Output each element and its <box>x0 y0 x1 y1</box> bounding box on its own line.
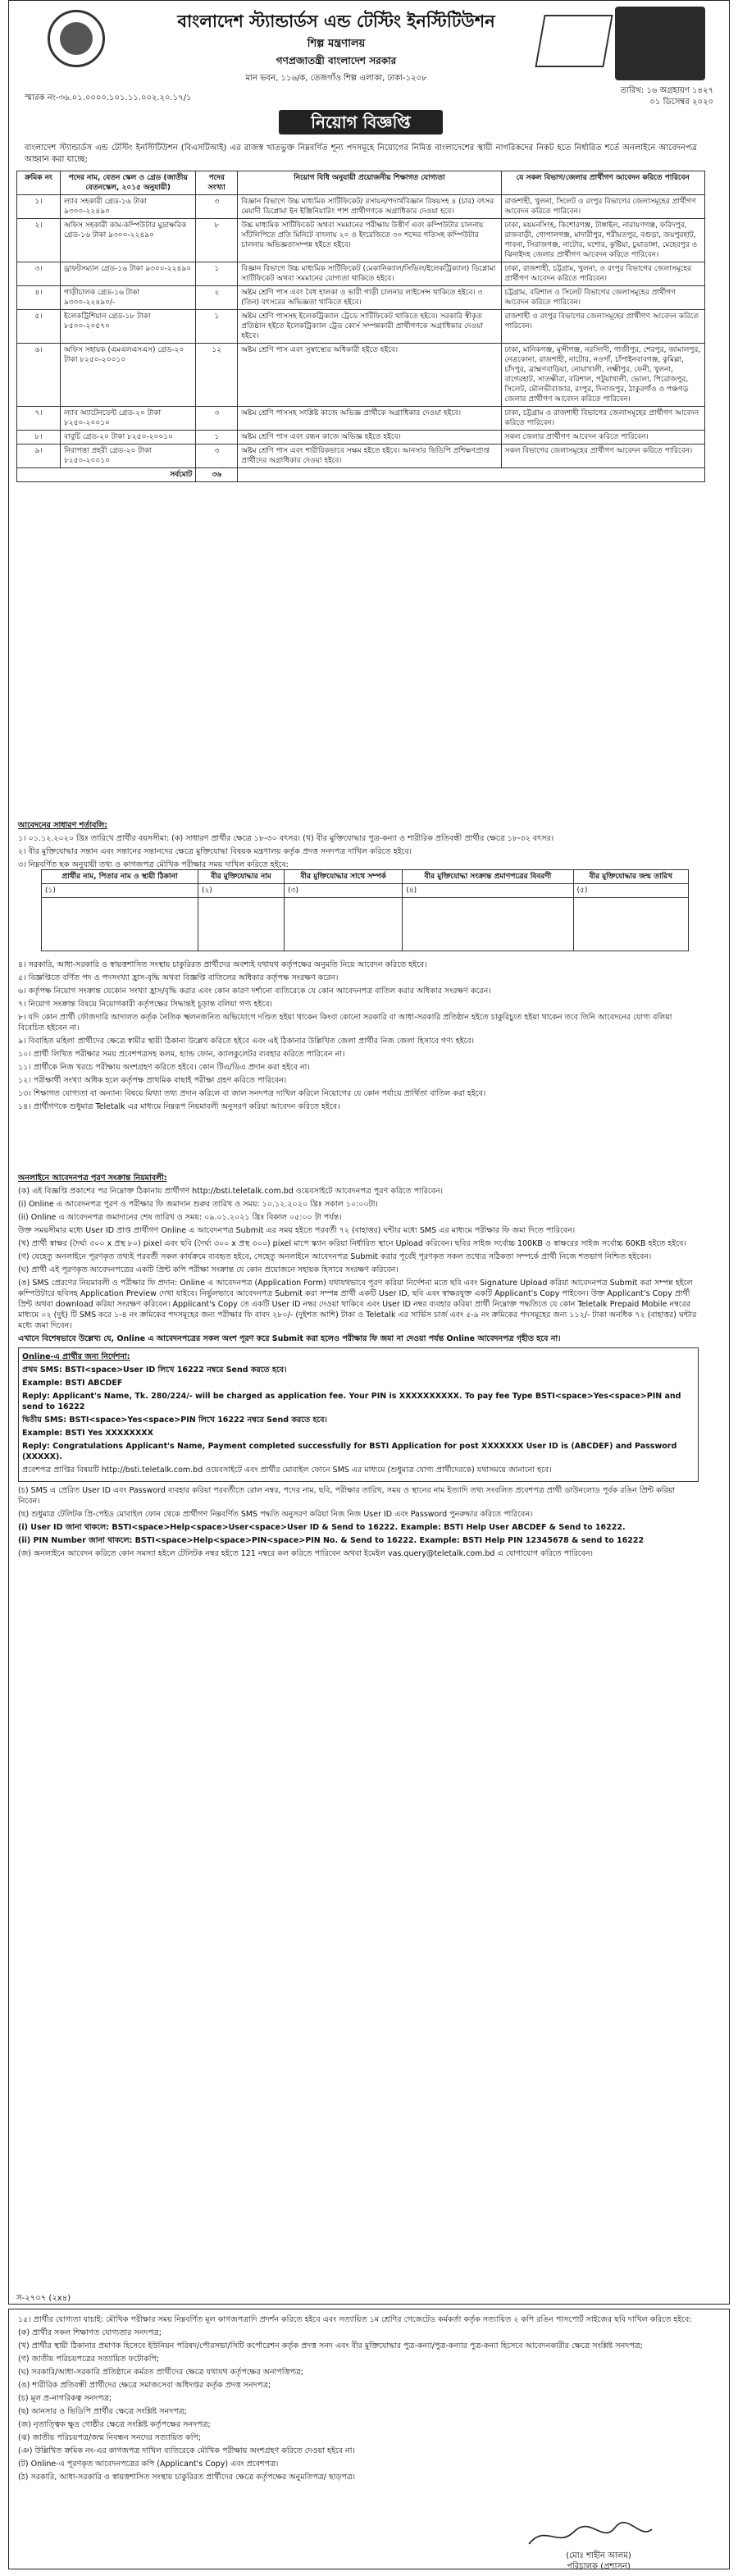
verify-item: (খ) প্রার্থীর স্থায়ী ঠিকানার প্রমাণক হিসেবে ইউনিয়ন পরিষদ/পৌরসভা/সিটি কর্পোরেশন কর্তৃক প্রদত্ত সনদ এবং বীর মুক্তিযোদ্ধার পুত্র-কন্যা/পুত্র-কন্যার পুত্র-কন্যা হিসেবে আবেদনকারীর ক্ষেত্রে সংশ্লিষ্ট সনদপত্র; <box>18 2341 643 2350</box>
verification-section <box>18 2314 699 2485</box>
online-para: (গ) যেহেতু অনলাইনে পূরণকৃত তথ্যই পরবর্তী সকল কার্যক্রমে ব্যবহৃত হইবে, সেহেতু অনলাইনে আবেদনপত্র Submit করার পূর্বেই পূরণকৃত সকল তথ্যের সঠিকতা সম্পর্কে প্রার্থী নিজে শতভাগ নিশ্চিত হইবেন। <box>18 1252 652 1261</box>
post-count: ৮ <box>196 219 238 262</box>
date-bangla: ১৬ অগ্রহায়ণ ১৪২৭ <box>646 86 713 95</box>
freedom-fighter-table <box>41 869 689 951</box>
sms-reply: Reply: Applicant's Name, Tk. 280/224/- will be charged as application fee. Your PIN is XXXXXXXXXX. To pay fee Type BSTI<space>Yes<space>PIN and send to 16222 <box>22 1392 681 1411</box>
online-para: (ii) Online এ আবেদনপত্র জমাদানের শেষ তারিখ ও সময়: ০৯.০১.২০২১ খ্রিঃ বিকাল ০৫:০০ টা পর্যন্ত। <box>18 1213 342 1222</box>
ff-num: (৪) <box>403 884 573 898</box>
footer-code: স-২৭০৭ (২x৪) <box>16 2294 71 2303</box>
condition-item: ৭। নিয়োগ সংক্রান্ত বিষয়ে নিয়োগকারী কর্তৃপক্ষের সিদ্ধান্তই চূড়ান্ত বলিয়া গণ্য হইবে। <box>18 1000 272 1009</box>
online-para: (i) User ID জানা থাকলে: BSTI<space>Help<space>User<space>User ID & Send to 16222. Example: BSTI Help User ABCDEF & Send to 16222. <box>18 1523 626 1532</box>
sms-step: দ্বিতীয় SMS: BSTI<space>Yes<space>PIN লিখে 16222 নম্বরে Send করতে হবে। <box>22 1416 327 1425</box>
post-row <box>17 344 705 407</box>
post-qualification: উচ্চ মাধ্যমিক সার্টিফিকেট অথবা সমমানের পরীক্ষায় উত্তীর্ণ এবং কম্পিউটার চালনায় সাঁটলিপিতে প্রতি মিনিটে বাংলায় ২০ ও ইংরেজিতে ৩০ শব্দের গতিসহ কম্পিউটার চালনায় অভিজ্ঞতাসম্পন্ন হইতে হইবে। <box>238 219 501 262</box>
post-qualification: বিজ্ঞান বিভাগে উচ্চ মাধ্যমিক সার্টিফিকেট (মেকানিক্যাল/সিভিল/ইলেকট্রিক্যাল) ডিপ্লোমা সার্টিফিকেট অথবা সমমানের যোগ্যতা থাকিতে হইবে। <box>238 262 501 286</box>
post-serial: ৮। <box>17 431 61 445</box>
condition-item: ৯। বিবাহিত মহিলা প্রার্থীদের ক্ষেত্রে স্বামীর স্থায়ী ঠিকানা উল্লেখ করিতে হইবে এবং এই ঠিকানার উল্লিখিত জেলা প্রার্থীর নিজ জেলা হিসাবে গণ্য হইবে। <box>18 1037 475 1046</box>
portrait-photo <box>615 7 705 80</box>
post-serial: ৬। <box>17 344 61 407</box>
verify-item: (ট) Online-এ পূরণকৃত আবেদনপত্রের কপি (Applicant's Copy) এবং প্রবেশপত্র। <box>18 2460 279 2469</box>
post-row <box>17 219 705 262</box>
sms-instructions-box <box>18 1347 699 1482</box>
org-name: বাংলাদেশ স্ট্যান্ডার্ডস এন্ড টেস্টিং ইনস্টিটিউশন <box>177 11 495 31</box>
post-area: সকল জেলার প্রার্থীগণ আবেদন করিতে পারিবেন। <box>501 431 705 445</box>
ff-col: বীর মুক্তিযোদ্ধার নাম <box>198 870 284 884</box>
post-area: ঢাকা, মানিকগঞ্জ, মুন্সীগঞ্জ, নরসিংদী, গাজীপুর, শেরপুর, জামালপুর, নেত্রকোনা, রাজশাহী, নাটোর, নওগাঁ, চাঁপাইনবাবগঞ্জ, কুমিল্লা, চাঁদপুর, ব্রাহ্মণবাড়িয়া, নোয়াখালী, লক্ষ্মীপুর, ফেনী, খুলনা, বাগেরহাট, সাতক্ষীরা, বরিশাল, পটুয়াখালী, ভোলা, পিরোজপুর, সিলেট, মৌলভীবাজার, রংপুর, দিনাজপুর, ঠাকুরগাঁও ও পঞ্চগড় জেলার প্রার্থীগণ আবেদন করিতে পারিবেন। <box>501 344 705 407</box>
condition-item: ১৪। প্রার্থীগণকে শুধুমাত্র Teletalk এর মাধ্যমে নিম্নরূপ নিয়মাবলী অনুসরণ করিয়া আবেদন করিতে হইবে। <box>18 1102 340 1111</box>
posts-table-header <box>17 171 705 195</box>
ff-table-numbers <box>42 884 689 898</box>
ff-num: (১) <box>42 884 198 898</box>
post-name: অফিস সহকারী কাম-কম্পিউটার মুদ্রাক্ষরিক গ্রেড-১৬ টাকা ৯৩০০-২২৪৯০ <box>61 219 196 262</box>
post-name: ড্রাফটসম্যান গ্রেড-১৬ টাকা ৯৩০০-২২৪৯০ <box>61 262 196 286</box>
post-area: চট্টগ্রাম, বরিশাল ও সিলেট বিভাগের জেলাসমূহের প্রার্থীগণ আবেদন করিতে পারিবেন। <box>501 286 705 310</box>
ff-table-header <box>42 870 689 884</box>
post-row <box>17 262 705 286</box>
post-qualification: অষ্টম শ্রেণি পাস এবং রন্ধন কাজে অভিজ্ঞ হইতে হইবে। <box>238 431 501 445</box>
notice-title: নিয়োগ বিজ্ঞপ্তি <box>279 110 443 134</box>
post-name: অফিস সহায়ক (এমএলএসএস) গ্রেড-২০ টাকা ৮২৫০-২০০১০ <box>61 344 196 407</box>
verify-item: (ঘ) সরকারি/আধা-সরকারি প্রতিষ্ঠানে কর্মরত প্রার্থীদের ক্ষেত্রে যথাযথ কর্তৃপক্ষের অনাপত্তিপত্র; <box>18 2368 303 2377</box>
signatory-block <box>517 2551 681 2572</box>
condition-item: ৫। বিজ্ঞপ্তিতে বর্ণিত পদ ও পদসংখ্যা হ্রাস-বৃদ্ধি অথবা বিজ্ঞপ্তি বাতিলের অধিকার কর্তৃপক্ষ সংরক্ষণ করেন। <box>18 973 339 983</box>
online-para: (ক) এই বিজ্ঞপ্তি প্রকাশের পর নিম্নোক্ত ঠিকানায় প্রার্থীগণ http://bsti.teletalk.com.bd ওয়েবসাইটে আবেদনপত্র পূরণ করিতে পারিবেন। <box>18 1187 444 1196</box>
col-post: পদের নাম, বেতন স্কেল ও গ্রেড (জাতীয় বেতনস্কেল, ২০১৫ অনুযায়ী) <box>61 171 196 195</box>
online-para: (জ) অনলাইনে আবেদন করিতে কোন সমস্যা হইলে টেলিটক নম্বর হইতে 121 নম্বরে কল করিতে পারিবেন অথবা ইমেইল vas.query@teletalk.com.bd এ যোগাযোগ করিতে পারিবেন। <box>18 1549 593 1558</box>
post-qualification: অষ্টম শ্রেণি পাস এবং সুস্বাস্থ্যের অধিকারী হইতে হইবে। <box>238 344 501 407</box>
post-area: ঢাকা, ময়মনসিংহ, কিশোরগঞ্জ, টাঙ্গাইল, নারায়ণগঞ্জ, ফরিদপুর, রাজবাড়ী, গোপালগঞ্জ, মাদারীপুর, শরীয়তপুর, বগুড়া, জয়পুরহাট, পাবনা, সিরাজগঞ্জ, নাটোর, যশোর, কুষ্টিয়া, চুয়াডাঙ্গা, মেহেরপুর ও ঝিনাইদহ জেলার প্রার্থীগণ আবেদন করিতে পারিবেন। <box>501 219 705 262</box>
ff-num: (২) <box>198 884 284 898</box>
online-para: (i) Online এ আবেদনপত্র পূরণ ও পরীক্ষার ফি জমাদান শুরুর তারিখ ও সময়: ১০.১২.২০২০ খ্রিঃ সকাল ১০:০০টা। <box>18 1200 378 1209</box>
post-serial: ১। <box>17 195 61 219</box>
condition-item: ১৩। শিক্ষাগত যোগ্যতা বা অন্যান্য বিষয়ে মিথ্যা তথ্য প্রদান করিলে বা জাল সনদপত্র দাখিল করিলে নিয়োগের যে কোন পর্যায়ে প্রার্থিতা বাতিল করা হইবে। <box>18 1089 486 1098</box>
online-section <box>18 1173 699 1562</box>
post-qualification: অষ্টম শ্রেণি পাসসহ সংশ্লিষ্ট কাজে অভিজ্ঞ প্রার্থীকে অগ্রাধিকার দেওয়া হইবে। <box>238 407 501 431</box>
post-count: ৩ <box>196 445 238 468</box>
sms-example: Example: BSTI Yes XXXXXXXX <box>22 1429 153 1438</box>
ff-col: প্রার্থীর নাম, পিতার নাম ও স্থায়ী ঠিকানা <box>42 870 198 884</box>
verify-item: (ঞ) উল্লিখিত ক্রমিক নং-এর কাগজপত্র দাখিল ব্যতিরেকে মৌখিক পরীক্ষায় অংশগ্রহণ করিতে দেওয়া হইবে না। <box>18 2446 355 2455</box>
sms-title: Online-এ প্রার্থীর জন্য নির্দেশনা: <box>22 1352 130 1361</box>
condition-item: ১। ০১.১২.২০২০ খ্রিঃ তারিখে প্রার্থীর বয়সসীমা: (ক) সাধারণ প্রার্থীর ক্ষেত্রে ১৮-৩০ বৎসর। (খ) বীর মুক্তিযোদ্ধার পুত্র-কন্যা ও শারীরিক প্রতিবন্ধী প্রার্থীর ক্ষেত্রে ১৮-৩২ বৎসর। <box>18 834 554 843</box>
sms-example: Example: BSTI ABCDEF <box>22 1379 123 1388</box>
col-count: পদের সংখ্যা <box>196 171 238 195</box>
condition-item: ৬। কর্তৃপক্ষ নিয়োগ সংক্রান্ত যেকোন সংখ্যা হ্রাস/বৃদ্ধি করার এবং কোন কারণ দর্শানো ব্যতিরেকে যে কোন আবেদনপত্র বাতিল করার অধিকার সংরক্ষণ করেন। <box>18 987 491 996</box>
col-area: যে সকল বিভাগ/জেলার প্রার্থীগণ আবেদন করিতে পারিবেন <box>501 171 705 195</box>
verify-item: ১৫। প্রার্থীর যোগ্যতা যাচাই: মৌখিক পরীক্ষার সময় নিম্নবর্ণিত মূল কাগজপত্রাদি প্রদর্শন করিতে হইবে এবং সত্যায়িত ১ম শ্রেণির গেজেটেড কর্মকর্তা কর্তৃক সত্যায়িত ২ কপি রঙিন পাসপোর্ট সাইজের ছবি দাখিল করিতে হইবে: <box>18 2315 692 2324</box>
ff-num: (৩) <box>285 884 403 898</box>
post-row <box>17 431 705 445</box>
sms-reply: Reply: Congratulations Applicant's Name, Payment completed successfully for BSTI Application for post XXXXXXX User ID is (ABCDEF) and Password (XXXXX). <box>22 1442 677 1461</box>
memo-number: স্মারক নং-৩৬.০১.০০০০.১০১.১১.০০২.২০.১৭/১ <box>25 93 192 103</box>
org-address: মান ভবন, ১১৬/ক, তেজগাঁও শিল্প এলাকা, ঢাকা-১২০৮ <box>245 74 427 83</box>
condition-item: ৮। যদি কোন প্রার্থী ফৌজদারি আদালত কর্তৃক নৈতিক স্খলনজনিত অভিযোগে দণ্ডিত হইয়া থাকেন কিংবা কোনো সরকারি বা আধা-সরকারি প্রতিষ্ঠান হইতে চাকুরিচ্যুত হইয়া থাকেন তবে তিনি আবেদনের যোগ্য বলিয়া বিবেচিত হইবেন না। <box>18 1013 672 1033</box>
online-para: (ছ) শুধুমাত্র টেলিটক প্রি-পেইড মোবাইল ফোন থেকে প্রার্থীগণ নিম্নবর্ণিত SMS পদ্ধতি অনুসরণ করিয়া নিজ নিজ User ID এবং Password পুনরুদ্ধার করিতে পারিবেন। <box>18 1510 533 1519</box>
post-row <box>17 286 705 310</box>
online-para: এখানে বিশেষভাবে উল্লেখ্য যে, Online এ আবেদনপত্রের সকল অংশ পূরণ করে Submit করা হলেও পরীক্ষার ফি জমা না দেওয়া পর্যন্ত Online আবেদনপত্র গৃহীত হবে না। <box>18 1334 561 1343</box>
ff-col: বীর মুক্তিযোদ্ধার সাথে সম্পর্ক <box>285 870 403 884</box>
post-count: ১ <box>196 431 238 445</box>
verify-item: (ছ) আনসার ও ভিডিপি প্রার্থীর ক্ষেত্রে সংশ্লিষ্ট সনদপত্র; <box>18 2407 187 2416</box>
post-serial: ৫। <box>17 310 61 344</box>
post-serial: ৭। <box>17 407 61 431</box>
post-qualification: অষ্টম শ্রেণি পাস এবং শারীরিকভাবে সক্ষম হইতে হইবে। আনসার ভিডিপি প্রশিক্ষণপ্রাপ্ত প্রার্থীদের অগ্রাধিকার দেওয়া হইবে। <box>238 445 501 468</box>
bsti-logo <box>535 15 613 67</box>
signatory-title: পরিচালক (প্রশাসন) <box>567 2562 631 2571</box>
post-name: ল্যাব অ্যাটেনডেন্ট গ্রেড-২০ টাকা ৮২৫০-২০০১০ <box>61 407 196 431</box>
online-para: (খ) প্রার্থী স্বাক্ষর (দৈর্ঘ্য ৩০০ x প্রস্থ ৮০) pixel এবং ছবি (দৈর্ঘ্য ৩০০ x প্রস্থ ৩০০) pixel মাপে স্ক্যান করিয়া নির্ধারিত স্থানে Upload করিবেন। ছবির সাইজ সর্বোচ্চ 100KB ও স্বাক্ষরের সাইজ সর্বোচ্চ 60KB হইতে হইবে। <box>18 1239 686 1248</box>
post-serial: ৩। <box>17 262 61 286</box>
post-row <box>17 310 705 344</box>
condition-item: ৩। নিম্নবর্ণিত ছক অনুযায়ী তথ্য ও কাগজপত্র মৌখিক পরীক্ষার সময় দাখিল করিতে হইবে: <box>18 860 289 869</box>
post-name: নিরাপত্তা প্রহরী গ্রেড-২০ টাকা ৮২৫০-২০০১০ <box>61 445 196 468</box>
post-area: ঢাকা, রাজশাহী, চট্টগ্রাম, খুলনা, ও রংপুর বিভাগের জেলাসমূহের প্রার্থীগণ আবেদন করিতে পারিবেন। <box>501 262 705 286</box>
sms-step: প্রবেশপত্র প্রাপ্তির বিষয়টি http://bsti.teletalk.com.bd ওয়েবসাইটে এবং প্রার্থীর মোবাইল ফোনে SMS এর মাধ্যমে (শুধুমাত্র যোগ্য প্রার্থীদেরকে) যথাসময়ে জানানো হবে। <box>22 1466 552 1475</box>
post-row <box>17 407 705 431</box>
post-name: গাড়ীচালক গ্রেড-১৬ টাকা ৯৩০০-২২৪৯০/- <box>61 286 196 310</box>
posts-table-body <box>17 195 705 482</box>
date-english: ০১ ডিসেম্বর ২০২০ <box>649 98 713 107</box>
post-serial: ২। <box>17 219 61 262</box>
online-para: (ii) PIN Number জানা থাকলে: BSTI<space>Help<space>PIN<space>PIN No. & Send to 16222. Example: BSTI Help PIN 12345678 & send to 16222 <box>18 1536 645 1545</box>
ministry-name: শিল্প মন্ত্রণালয় <box>307 38 366 50</box>
post-count: ১২ <box>196 344 238 407</box>
more-conditions <box>18 960 699 1115</box>
date-label: তারিখ: <box>620 86 645 95</box>
ff-table-empty-row <box>42 898 689 951</box>
government-name: গণপ্রজাতন্ত্রী বাংলাদেশ সরকার <box>276 55 397 66</box>
verify-item: (গ) জাতীয় পরিচয়পত্রের সত্যায়িত ফটোকপি; <box>18 2355 160 2364</box>
condition-item: ৪। সরকারি, আধা-সরকারি ও স্বায়ত্তশাসিত সংস্থায় চাকুরিরত প্রার্থীদের অবশ্যই যথাযথ কর্তৃপক্ষের অনুমতি নিয়ে আবেদন করিতে হইবে। <box>18 960 427 969</box>
online-para: (ঙ) SMS প্রেরণের নিয়মাবলী ও পরীক্ষার ফি প্রদান: Online এ আবেদনপত্র (Application Form) যথাযথভাবে পূরণ করিয়া নির্দেশনা মতে ছবি এবং Signature Upload করিয়া আবেদনপত্র Submit করা সম্পন্ন হইলে কম্পিউটারে ছবিসহ Application Preview দেখা যাইবে। নির্ভুলভাবে আবেদনপত্র Submit করা সম্পন্ন প্রার্থী একটি User ID, ছবি এবং স্বাক্ষরযুক্ত একটি Applicant's Copy পাইবেন। উক্ত Applicant's Copy প্রার্থী প্রিন্ট অথবা download করিয়া সংরক্ষণ করিবেন। Applicant's Copy তে একটি User ID নম্বর দেওয়া থাকিবে এবং User ID নম্বর ব্যবহার করিয়া প্রার্থী নিম্নোক্ত পদ্ধতিতে যে কোন Teletalk Prepaid Mobile নম্বরের মাধ্যমে ০২ (দুই) টি SMS করে ১-৪ নং ক্রমিকের পদসমূহের জন্য পরীক্ষার ফি বাবদ ২৮০/- (দুইশত আশি) টাকা ও Teletalk এর সার্ভিস চার্জ এবং ৫-৯ নং ক্রমিকের পদসমূহের জন্য ১১২/- টাকা অনধিক ৭২ (বাহাত্তর) ঘন্টার মধ্যে জমা দিবেন। <box>18 1279 697 1330</box>
post-name: ইলেকট্রিশিয়ান গ্রেড-১৮ টাকা ৮৫০০-২০৫৭০ <box>61 310 196 344</box>
post-count: ৩ <box>196 195 238 219</box>
post-name: বাবুর্চি গ্রেড-২০ টাকা ৮২৫০-২০০১০ <box>61 431 196 445</box>
post-serial: ৯। <box>17 445 61 468</box>
posts-table <box>16 171 705 482</box>
total-row <box>17 468 705 482</box>
verify-item: (ঠ) সরকারি, আধা-সরকারি ও স্বায়ত্তশাসিত সংস্থায় চাকুরিরত প্রার্থীদের ক্ষেত্রে কর্তৃপক্ষের অনুমতিপত্র/ ছাড়পত্র। <box>18 2473 356 2482</box>
total-label: সর্বমোট <box>17 468 196 482</box>
post-qualification: অষ্টম শ্রেণি পাসসহ ইলেকট্রিক্যাল ট্রেডে সার্টিফিকেট থাকিতে হইবে। সরকারি স্বীকৃত প্রতিষ্ঠান হইতে ইলেকট্রিক্যাল ট্রেড কোর্স সম্পন্নকারী প্রার্থীগণকে অগ্রাধিকার দেওয়া হইবে। <box>238 310 501 344</box>
post-serial: ৪। <box>17 286 61 310</box>
conditions-section <box>18 820 699 873</box>
condition-item: ১০। প্রার্থী লিখিত পরীক্ষার সময় প্রবেশপত্রসহ কলম, হ্যান্ড ফোন, ক্যালকুলেটর ব্যবহার করিতে পারিবেন না। <box>18 1050 345 1059</box>
online-para: (চ) SMS এ প্রেরিত User ID এবং Password ব্যবহার করিয়া পরবর্তীতে রোল নম্বর, পদের নাম, ছবি, পরীক্ষার তারিখ, সময় ও স্থানের নাম ইত্যাদি তথ্য সংবলিত প্রবেশপত্র প্রার্থী ডাউনলোড পূর্বক রঙিন প্রিন্ট করিয়া নিবেন। <box>18 1486 676 1506</box>
post-count: ২ <box>196 286 238 310</box>
post-count: ১ <box>196 262 238 286</box>
ff-num: (৫) <box>573 884 688 898</box>
signatory-name: (মোঃ শাহীন আলম) <box>566 2551 631 2560</box>
condition-item: ১২। পরীক্ষার্থী সংখ্যা অধিক হলে কর্তৃপক্ষ প্রাথমিক বাছাই পরীক্ষা গ্রহণ করিতে পারিবেন। <box>18 1076 287 1085</box>
post-area: রাজশাহী, খুলনা, সিলেট ও রংপুর বিভাগের জেলাসমূহের প্রার্থীগণ আবেদন করিতে পারিবেন। <box>501 195 705 219</box>
ff-col: বীর মুক্তিযোদ্ধা সংক্রান্ত প্রমাণপত্রের বিবরণী <box>403 870 573 884</box>
post-qualification: বিজ্ঞান বিভাগে উচ্চ মাধ্যমিক সার্টিফিকেট/ রসায়ন/পদার্থবিজ্ঞান বিষয়সহ ৪ (চার) বৎসর মেয়াদী ডিপ্লোমা ইন ইঞ্জিনিয়ারিং পাশ প্রার্থীগণকে অগ্রাধিকার দেওয়া হবে। <box>238 195 501 219</box>
notice-dates <box>590 85 713 108</box>
sms-step: প্রথম SMS: BSTI<space>User ID লিখে 16222 নম্বরে Send করতে হবে। <box>22 1366 287 1375</box>
intro-text: বাংলাদেশ স্ট্যান্ডার্ডস এন্ড টেস্টিং ইনস্টিটিউশন (বিএসটিআই) এর রাজস্ব খাতভুক্ত নিম্নবর্ণিত শূন্য পদসমূহে নিয়োগের নিমিত্ত বাংলাদেশের স্থায়ী নাগরিকদের নিকট হতে নির্ধারিত শর্তে অনলাইনে আবেদনপত্র আহ্বান করা যাচ্ছে: <box>25 144 697 164</box>
total-value: ৩৬ <box>196 468 238 482</box>
verify-item: (ঝ) জাতীয় পরিচয়পত্র/জন্ম নিবন্ধন সনদের সত্যায়িত কপি; <box>18 2433 202 2442</box>
online-para: (ঘ) প্রার্থী এই পূরণকৃত আবেদনপত্রের একটি প্রিন্ট কপি পরীক্ষা সংক্রান্ত যে কোন প্রয়োজনে সহায়ক হিসাবে সংরক্ষণ করিবেন। <box>18 1265 399 1274</box>
post-row <box>17 195 705 219</box>
post-qualification: অষ্টম শ্রেণি পাস এবং বৈধ হালকা ও ভারী গাড়ী চালনার লাইসেন্স থাকিতে হইবে। ৩ (তিন) বৎসরের অভিজ্ঞতা থাকিতে হইবে। <box>238 286 501 310</box>
col-qualification: নিয়োগ বিধি অনুযায়ী প্রয়োজনীয় শিক্ষাগত যোগ্যতা <box>238 171 501 195</box>
condition-item: ১১। প্রার্থীকে নিজ খরচে পরীক্ষায় অংশগ্রহণ করিতে হইবে। কোন টিএ/ডিএ প্রদান করা হইবে না। <box>18 1063 310 1072</box>
conditions-heading: আবেদনের সাধারণ শর্তাবলি: <box>18 821 107 830</box>
government-emblem <box>48 10 105 67</box>
post-area: ঢাকা, চট্টগ্রাম ও রাজশাহী বিভাগের জেলাসমূহের প্রার্থীগণ আবেদন করিতে পারিবেন। <box>501 407 705 431</box>
online-heading: অনলাইনে আবেদনপত্র পূরণ সংক্রান্ত নিয়মাবলী: <box>18 1174 167 1183</box>
post-count: ৩ <box>196 407 238 431</box>
total-filler <box>238 468 705 482</box>
post-count: ১ <box>196 310 238 344</box>
signature <box>525 2519 656 2552</box>
verify-item: (চ) মূল প্র-নাগরিকত্ব সনদপত্র; <box>18 2394 112 2403</box>
online-para: উক্ত সময়সীমার মধ্যে User ID প্রাপ্ত প্রার্থীগণ Online এ আবেদনপত্র Submit এর সময় হইতে পরবর্তী ৭২ (বাহাত্তর) ঘন্টার মধ্যে SMS এর মাধ্যমে পরীক্ষার ফি জমা দিতে পারিবেন। <box>18 1226 576 1235</box>
post-row <box>17 445 705 468</box>
ff-col: বীর মুক্তিযোদ্ধার জন্ম তারিখ <box>573 870 688 884</box>
post-area: রাজশাহী ও রংপুর বিভাগের জেলাসমূহের প্রার্থীগণ আবেদন করিতে পারিবেন। <box>501 310 705 344</box>
verify-item: (জ) নৃতাত্ত্বিক ক্ষুদ্র গোষ্ঠীর ক্ষেত্রে সংশ্লিষ্ট কর্তৃপক্ষের সনদপত্র; <box>18 2420 211 2429</box>
post-name: ল্যাব সহকারী গ্রেড-১৬ টাকা ৯৩০০-২২৪৯০ <box>61 195 196 219</box>
verify-item: (ক) প্রার্থীর সকল শিক্ষাগত যোগ্যতার সনদপত্র; <box>18 2328 162 2337</box>
condition-item: ২। বীর মুক্তিযোদ্ধার সন্তান এবং সন্তানের সন্তানদের ক্ষেত্রে মুক্তিযোদ্ধা বিষয়ক মন্ত্রণালয় কর্তৃক প্রদত্ত সনদপত্র দাখিল করিতে হইবে। <box>18 847 412 856</box>
col-serial: ক্রমিক নং <box>17 171 61 195</box>
verify-item: (ঙ) শারীরিক প্রতিবন্ধী প্রার্থীদের ক্ষেত্রে সমাজসেবা অধিদপ্তর কর্তৃক প্রদত্ত সনদপত্র; <box>18 2381 271 2390</box>
post-area: সকল বিভাগের জেলাসমূহের প্রার্থীগণ আবেদন করিতে পারিবেন। <box>501 445 705 468</box>
